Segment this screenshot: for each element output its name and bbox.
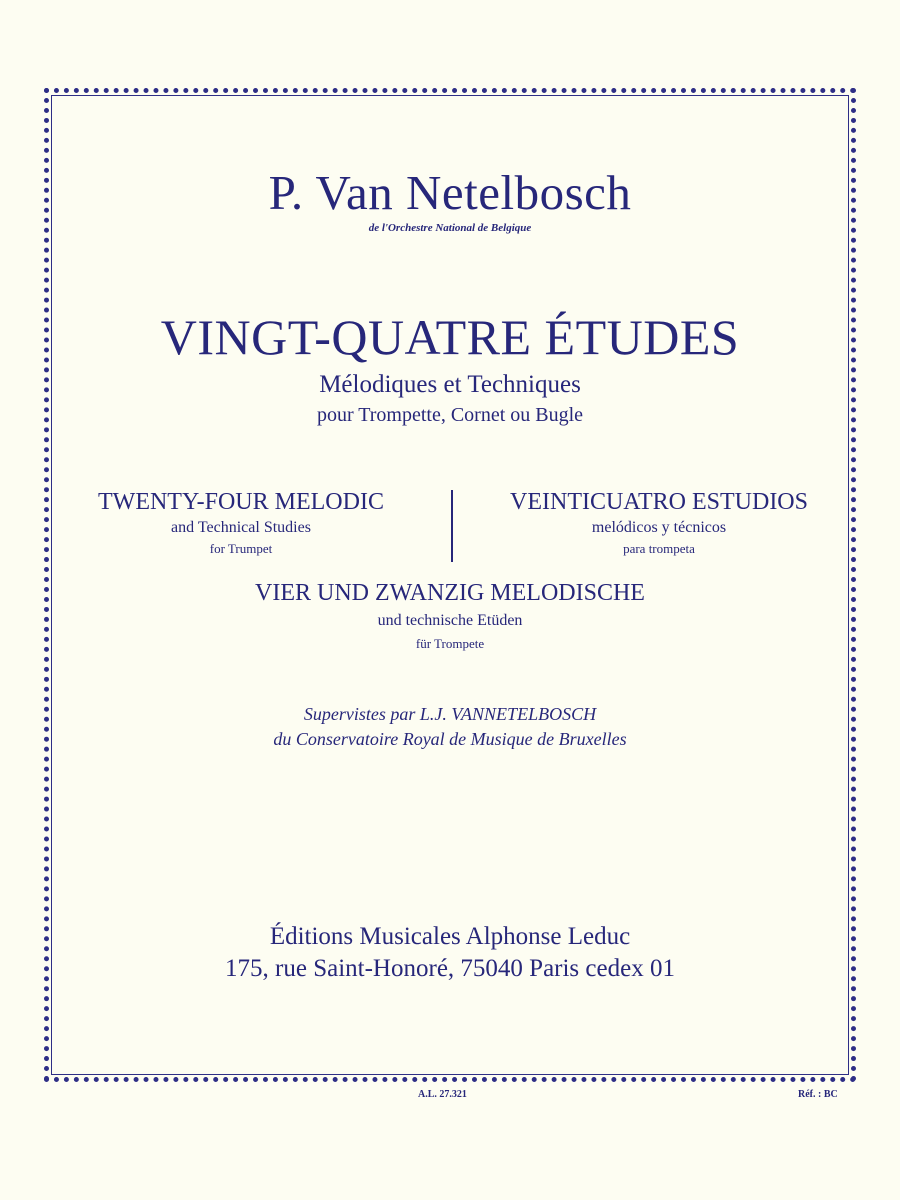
english-instrument: for Trumpet [209, 541, 273, 556]
english-subtitle: and Technical Studies [171, 519, 311, 536]
german-title: VIER UND ZWANZIG MELODISCHE [255, 580, 645, 606]
column-divider [451, 490, 453, 562]
spanish-title: VEINTICUATRO ESTUDIOS [510, 489, 808, 515]
instrumentation: pour Trompette, Cornet ou Bugle [316, 404, 584, 426]
spanish-subtitle: melódicos y técnicos [591, 519, 727, 536]
publisher-name: Éditions Musicales Alphonse Leduc [269, 923, 631, 950]
composer-affiliation: de l'Orchestre National de Belgique [368, 222, 532, 234]
german-instrument: für Trompete [415, 636, 485, 651]
english-title-block [58, 0, 424, 555]
subtitle: Mélodiques et Techniques [319, 371, 581, 398]
publisher-address: 175, rue Saint-Honoré, 75040 Paris cedex 01 [225, 955, 675, 982]
catalog-number: A.L. 27.321 [418, 1089, 467, 1100]
english-title: TWENTY-FOUR MELODIC [98, 489, 384, 515]
composer-name: P. Van Netelbosch [268, 165, 632, 220]
german-subtitle: und technische Etüden [377, 612, 523, 629]
supervision-credit: Supervistes par L.J. VANNETELBOSCH [303, 704, 597, 724]
spanish-title-block [474, 0, 844, 555]
reference-code: Réf. : BC [798, 1089, 838, 1100]
supervisor-affiliation: du Conservatoire Royal de Musique de Bruxelles [273, 729, 627, 749]
spanish-instrument: para trompeta [623, 541, 695, 556]
main-title: VINGT-QUATRE ÉTUDES [160, 309, 740, 365]
